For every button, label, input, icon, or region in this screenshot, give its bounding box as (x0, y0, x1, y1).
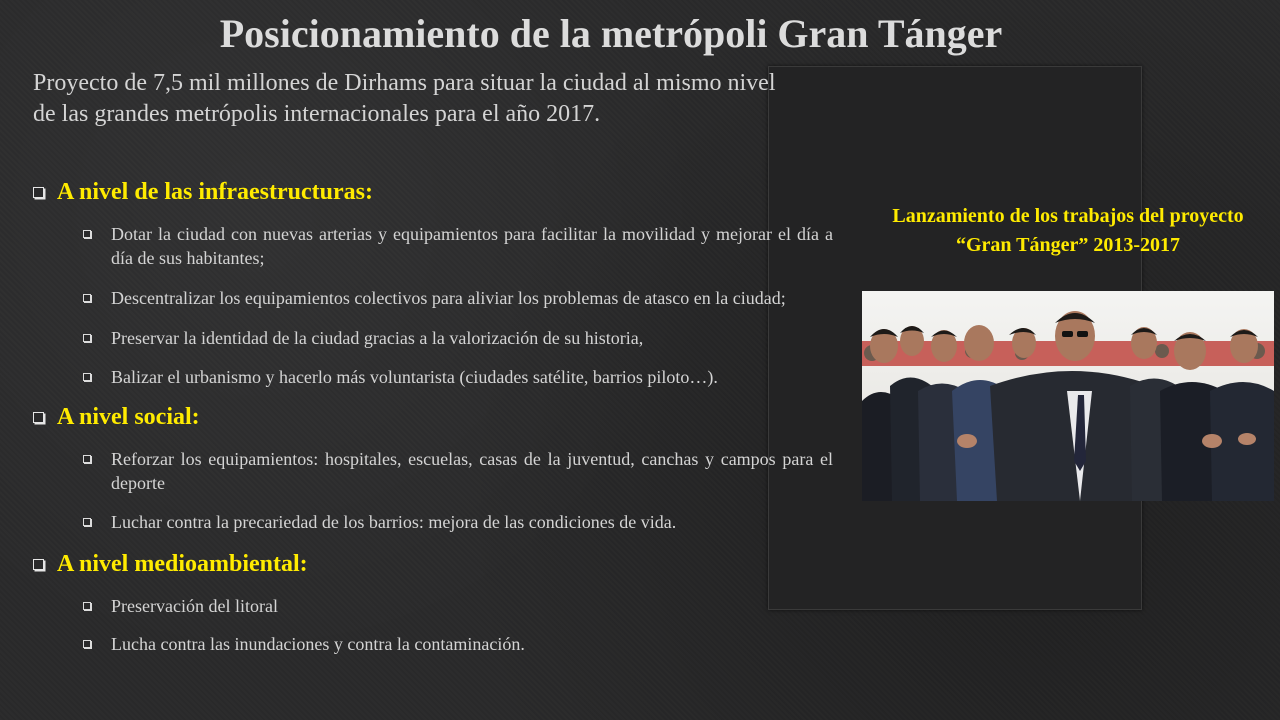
section-items (33, 594, 833, 656)
section-items (33, 222, 833, 389)
checkbox-bullet-icon (83, 373, 91, 381)
list-item-text: Reforzar los equipamientos: hospitales, escuelas, casas de la juventud, canchas y campos para el deporte (111, 449, 833, 493)
section-environment (33, 548, 833, 656)
list-item-text: Dotar la ciudad con nuevas arterias y equipamientos para facilitar la movilidad y mejorar el día a día de sus habitantes; (111, 224, 833, 268)
list-item-text: Luchar contra la precariedad de los barrios: mejora de las condiciones de vida. (111, 512, 677, 532)
section-social (33, 401, 833, 534)
checkbox-bullet-icon (83, 518, 91, 526)
checkbox-bullet-icon (83, 602, 91, 610)
checkbox-bullet-icon (83, 334, 91, 342)
section-infrastructure (33, 176, 833, 389)
list-item (33, 326, 833, 350)
slide-title: Posicionamiento de la metrópoli Gran Tánger (219, 11, 1003, 56)
checkbox-bullet-icon (83, 455, 91, 463)
section-items (33, 447, 833, 534)
slide-content (33, 176, 833, 656)
section-heading (33, 548, 833, 580)
checkbox-bullet-icon (83, 294, 91, 302)
list-item (33, 222, 833, 270)
list-item (33, 286, 833, 310)
section-heading-label: A nivel social: (57, 404, 200, 430)
section-heading (33, 176, 833, 208)
list-item-text: Preservación del litoral (111, 596, 278, 616)
group-photo (862, 291, 1274, 501)
list-item-text: Descentralizar los equipamientos colectivos para aliviar los problemas de atasco en la ciudad; (111, 288, 786, 308)
checkbox-bullet-icon (33, 187, 44, 198)
checkbox-bullet-icon (83, 230, 91, 238)
intro-text: Proyecto de 7,5 mil millones de Dirhams para situar la ciudad al mismo nivel de las grandes metrópolis internacionales para el año 2017. (33, 70, 776, 127)
list-item (33, 594, 833, 618)
list-item-text: Lucha contra las inundaciones y contra la contaminación. (111, 634, 525, 654)
checkbox-bullet-icon (83, 640, 91, 648)
group-photo-illustration (862, 291, 1274, 501)
list-item-text: Preservar la identidad de la ciudad gracias a la valorización de su historia, (111, 328, 644, 348)
section-heading-label: A nivel medioambiental: (57, 551, 308, 577)
list-item (33, 632, 833, 656)
section-heading (33, 401, 833, 433)
checkbox-bullet-icon (33, 412, 44, 423)
list-item (33, 365, 833, 389)
list-item (33, 510, 833, 534)
list-item (33, 447, 833, 495)
photo-caption: Lanzamiento de los trabajos del proyecto “Gran Tánger” 2013-2017 (892, 205, 1244, 256)
checkbox-bullet-icon (33, 559, 44, 570)
list-item-text: Balizar el urbanismo y hacerlo más voluntarista (ciudades satélite, barrios piloto…). (111, 367, 718, 387)
section-heading-label: A nivel de las infraestructuras: (57, 179, 373, 205)
